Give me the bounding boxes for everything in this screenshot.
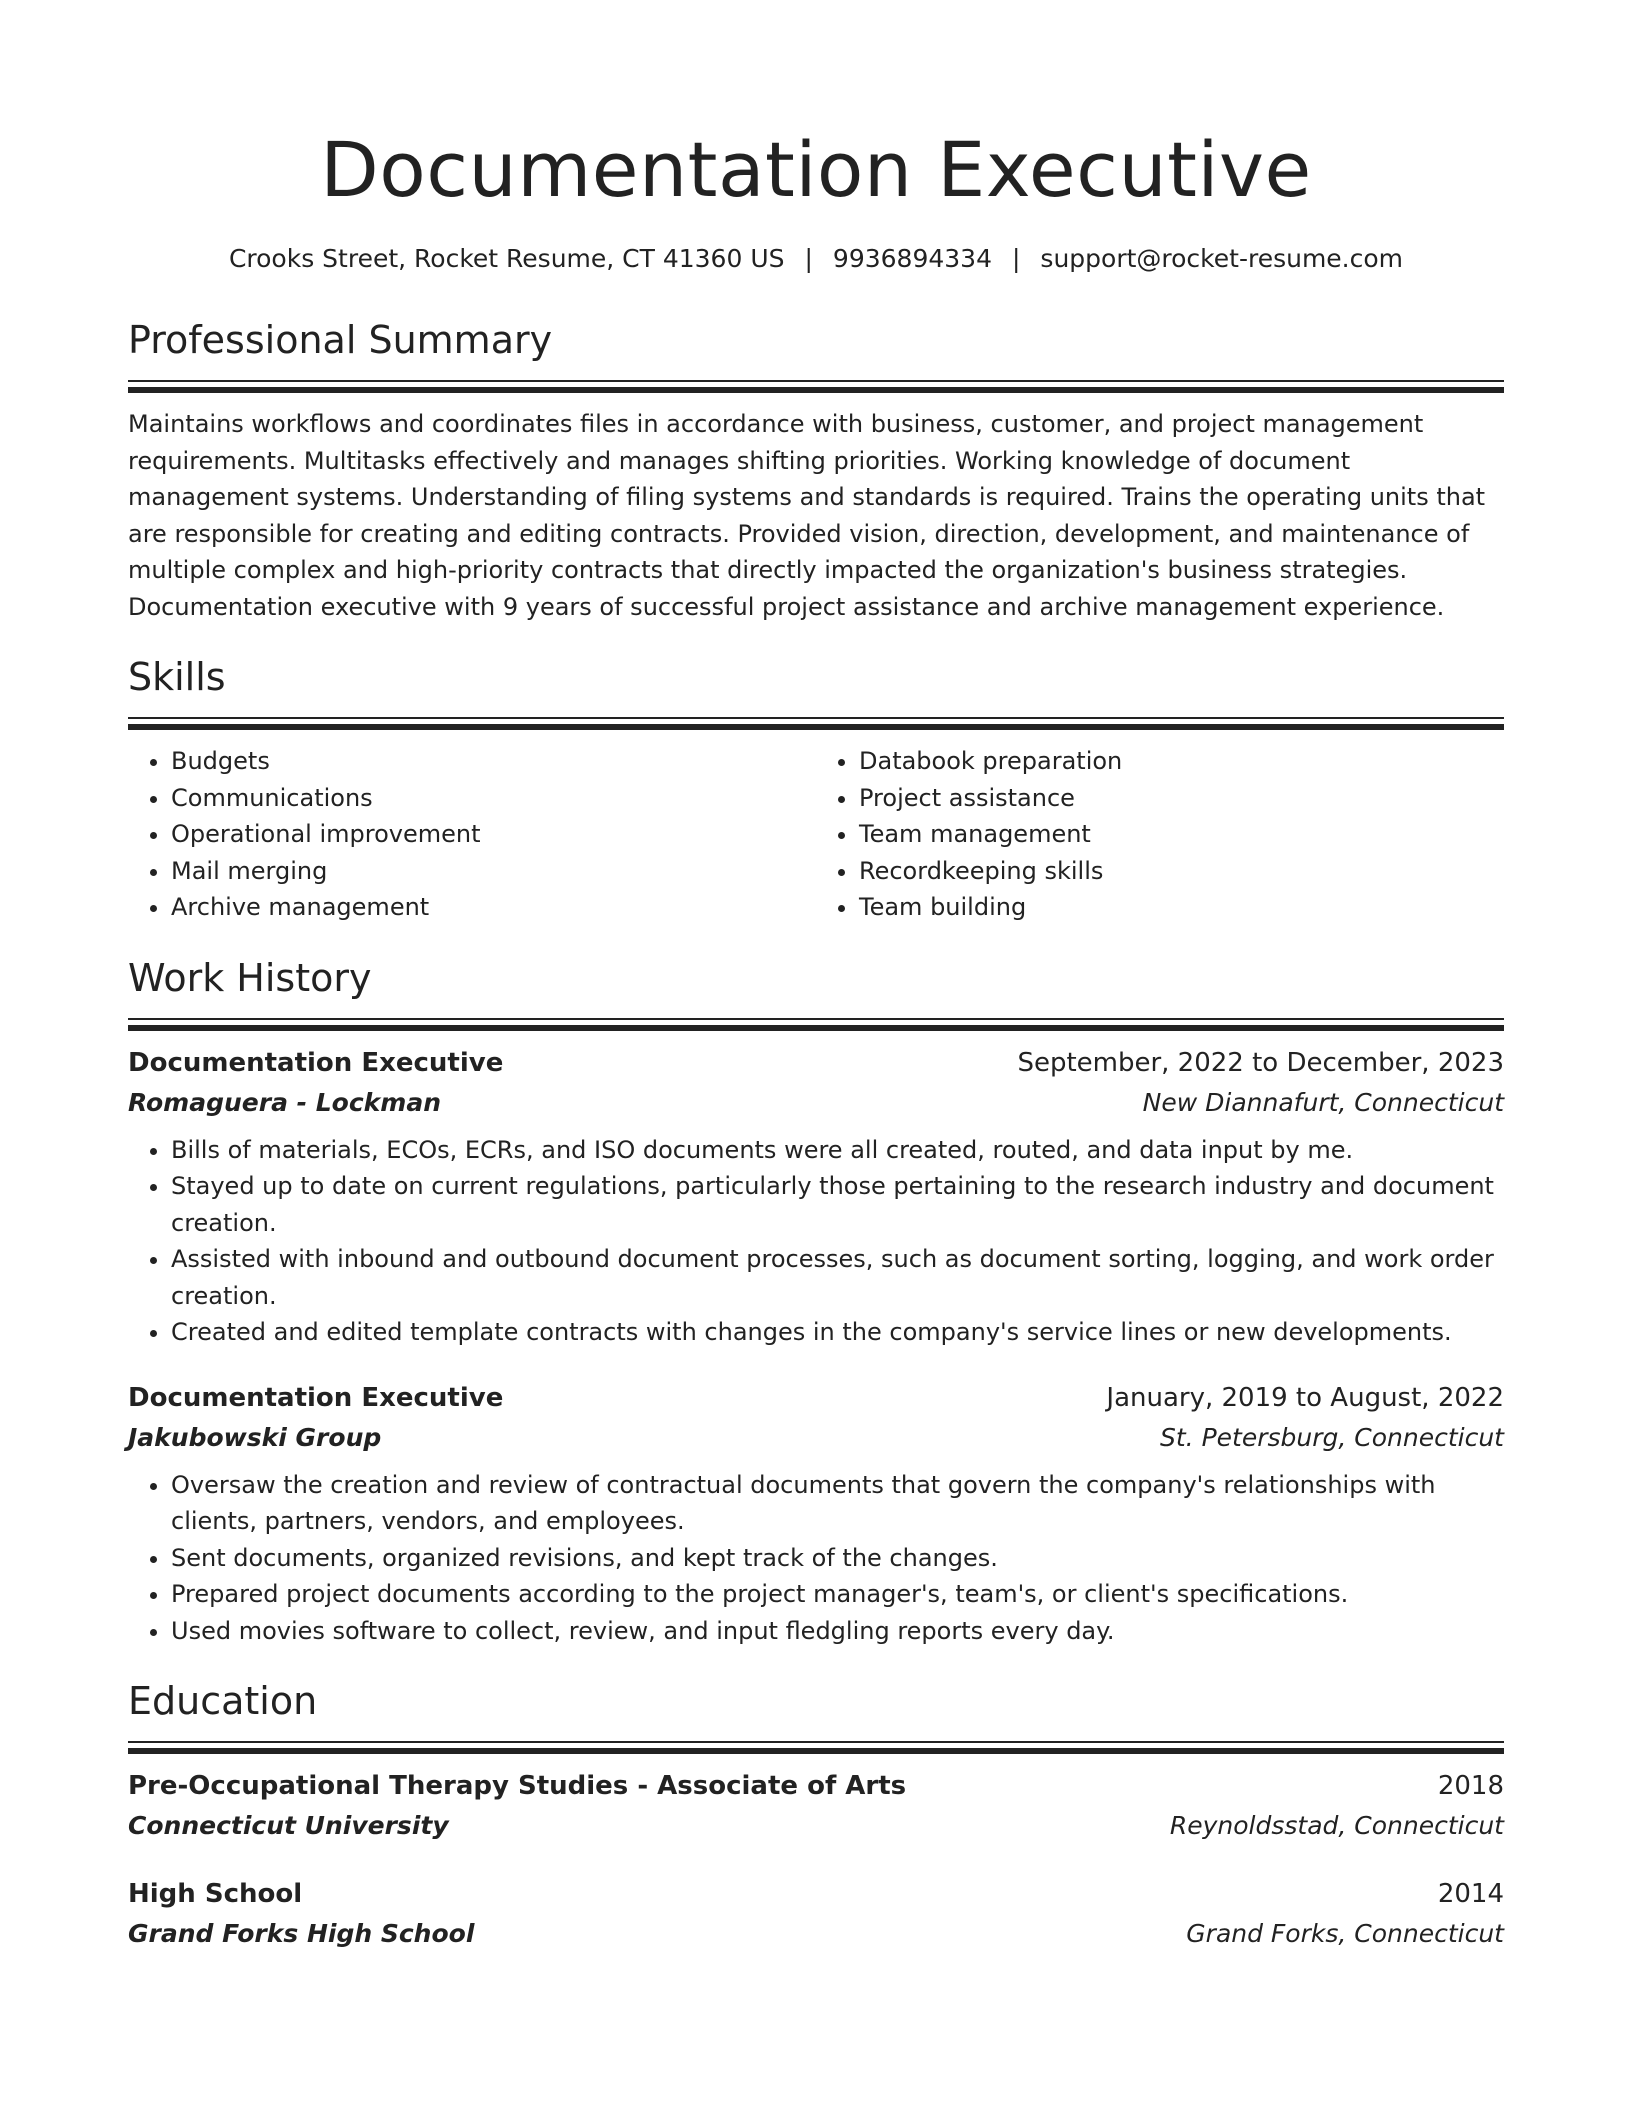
skill-item: • Team building xyxy=(859,889,1504,926)
job-bullet: • Stayed up to date on current regulations, particularly those pertaining to the research industry and document creation. xyxy=(171,1168,1504,1241)
education-location: Reynoldsstad, Connecticut xyxy=(1169,1811,1504,1840)
job-location: New Diannafurt, Connecticut xyxy=(1142,1087,1504,1117)
section-title-summary: Professional Summary xyxy=(128,318,553,362)
education-entry xyxy=(128,1875,1504,1953)
section-divider xyxy=(128,717,1504,729)
section-title-skills: Skills xyxy=(128,655,226,699)
phone: 9936894334 xyxy=(832,244,992,273)
job-company-row xyxy=(128,1083,1504,1122)
job-entry xyxy=(128,1379,1504,1650)
skill-item: • Databook preparation xyxy=(859,743,1504,780)
job-bullets xyxy=(128,1132,1504,1351)
job-bullets xyxy=(128,1467,1504,1650)
education-year: 2018 xyxy=(1437,1771,1504,1801)
job-company-row xyxy=(128,1418,1504,1457)
job-bullet: • Prepared project documents according to the project manager's, team's, or client's specifications. xyxy=(171,1576,1504,1613)
skill-item: • Operational improvement xyxy=(171,816,816,853)
skill-item: • Recordkeeping skills xyxy=(859,853,1504,890)
job-company: Jakubowski Group xyxy=(128,1422,382,1452)
education-section xyxy=(128,1677,1504,1953)
education-location: Grand Forks, Connecticut xyxy=(1186,1919,1504,1948)
section-title-education: Education xyxy=(128,1679,318,1723)
education-school: Connecticut University xyxy=(128,1811,449,1840)
skills-list-left xyxy=(128,743,816,926)
summary-section xyxy=(128,316,1504,625)
job-bullet: • Created and edited template contracts with changes in the company's service lines or new developments. xyxy=(171,1314,1504,1351)
skills-list-right xyxy=(816,743,1504,926)
job-company: Romaguera - Lockman xyxy=(128,1087,442,1117)
job-header-row xyxy=(128,1379,1504,1418)
education-degree: High School xyxy=(128,1879,303,1909)
resume-name: Documentation Executive xyxy=(320,125,1312,214)
work-section xyxy=(128,954,1504,1650)
skill-item: • Archive management xyxy=(171,889,816,926)
job-entry xyxy=(128,1044,1504,1351)
job-dates: September, 2022 to December, 2023 xyxy=(1017,1047,1504,1078)
address: Crooks Street, Rocket Resume, CT 41360 US xyxy=(228,244,785,273)
job-location: St. Petersburg, Connecticut xyxy=(1160,1422,1504,1452)
education-entry xyxy=(128,1767,1504,1845)
job-title: Documentation Executive xyxy=(128,1047,504,1078)
skill-item: • Team management xyxy=(859,816,1504,853)
skills-columns xyxy=(128,743,1504,926)
email: support@rocket-resume.com xyxy=(1040,244,1404,273)
job-header-row xyxy=(128,1044,1504,1083)
job-bullet: • Bills of materials, ECOs, ECRs, and ISO documents were all created, routed, and data input by me. xyxy=(171,1132,1504,1169)
education-degree: Pre-Occupational Therapy Studies - Associate of Arts xyxy=(128,1771,907,1801)
education-school-row xyxy=(128,1806,1504,1845)
education-school-row xyxy=(128,1914,1504,1953)
contact-line xyxy=(128,242,1504,276)
job-dates: January, 2019 to August, 2022 xyxy=(1106,1382,1504,1413)
job-bullet: • Sent documents, organized revisions, and kept track of the changes. xyxy=(171,1540,1504,1577)
section-title-work: Work History xyxy=(128,955,372,1000)
skill-item: • Project assistance xyxy=(859,780,1504,817)
education-school: Grand Forks High School xyxy=(128,1919,475,1948)
summary-text: Maintains workflows and coordinates files in accordance with business, customer, and project management requirements. Multitasks effectively and manages shifting priorities. Working knowledge of document management systems. Understanding of filing systems and standards is required. Trains the operating units that are responsible for creating and editing contracts. Provided vision, direction, development, and maintenance of multiple complex and high-priority contracts that directly impacted the organization's business strategies. Documentation executive with 9 years of successful project assistance and archive management experience. xyxy=(128,410,1486,621)
skill-item: • Budgets xyxy=(171,743,816,780)
job-title: Documentation Executive xyxy=(128,1382,504,1413)
job-bullet: • Used movies software to collect, review, and input fledgling reports every day. xyxy=(171,1613,1504,1650)
section-divider xyxy=(128,380,1504,392)
education-header-row xyxy=(128,1767,1504,1806)
section-divider xyxy=(128,1018,1504,1030)
skill-item: • Mail merging xyxy=(171,853,816,890)
education-header-row xyxy=(128,1875,1504,1914)
job-bullet: • Assisted with inbound and outbound document processes, such as document sorting, logging, and work order creation. xyxy=(171,1241,1504,1314)
section-divider xyxy=(128,1741,1504,1753)
contact-separator: | xyxy=(1011,244,1021,273)
education-year: 2014 xyxy=(1437,1879,1504,1909)
skill-item: • Communications xyxy=(171,780,816,817)
skills-section xyxy=(128,653,1504,926)
job-bullet: • Oversaw the creation and review of contractual documents that govern the company's relationships with clients, partners, vendors, and employees. xyxy=(171,1467,1504,1540)
contact-separator: | xyxy=(804,244,813,273)
